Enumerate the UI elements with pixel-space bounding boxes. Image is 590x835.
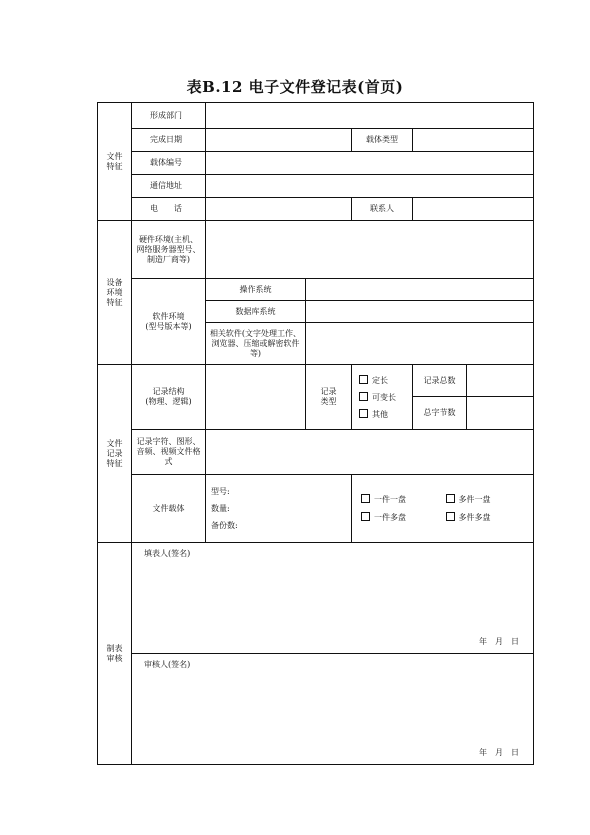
backup-label: 备份数: — [211, 520, 238, 530]
related-software-field[interactable] — [306, 323, 534, 365]
phone-label: 电 话 — [132, 198, 206, 221]
os-label: 操作系统 — [206, 279, 306, 301]
db-field[interactable] — [306, 301, 534, 323]
disk-options — [352, 475, 534, 543]
carrier-type-field[interactable] — [413, 129, 534, 152]
address-field[interactable] — [206, 175, 534, 198]
total-records-field[interactable] — [467, 365, 534, 397]
checkbox-icon[interactable] — [361, 494, 370, 503]
auditor-signature-area[interactable] — [132, 654, 534, 765]
carrier-no-label: 载体编号 — [132, 152, 206, 175]
char-format-label: 记录字符、图形、音频、视频文件格式 — [132, 430, 206, 475]
group-label-device-env: 设备 环境 特征 — [98, 221, 132, 365]
checkbox-icon[interactable] — [359, 392, 368, 401]
phone-field[interactable] — [206, 198, 352, 221]
option-many-files-many-disks[interactable]: 多件多盘 — [446, 512, 522, 523]
option-one-file-one-disk[interactable]: 一件一盘 — [361, 494, 437, 505]
dept-label: 形成部门 — [132, 103, 206, 129]
checkbox-icon[interactable] — [446, 512, 455, 521]
dept-field[interactable] — [206, 103, 534, 129]
file-carrier-label: 文件载体 — [132, 475, 206, 543]
auditor-date: 年 月 日 — [479, 748, 520, 757]
date-field[interactable] — [206, 129, 352, 152]
file-carrier-details — [206, 475, 352, 543]
group-label-file-record: 文件 记录 特征 — [98, 365, 132, 543]
char-format-field[interactable] — [206, 430, 534, 475]
quantity-label: 数量: — [211, 503, 230, 513]
contact-label: 联系人 — [352, 198, 413, 221]
filler-signature-area[interactable] — [132, 543, 534, 654]
hardware-label: 硬件环境(主机、网络服务器型号、制造厂商等) — [132, 221, 206, 279]
software-label: 软件环境 (型号版本等) — [132, 279, 206, 365]
record-type-variable[interactable]: 可变长 — [359, 392, 409, 403]
related-software-label: 相关软件(文字处理工作、浏览器、压缩或解密软件等) — [206, 323, 306, 365]
option-one-file-many-disks[interactable]: 一件多盘 — [361, 512, 437, 523]
total-bytes-field[interactable] — [467, 397, 534, 430]
group-label-file-features: 文件 特征 — [98, 103, 132, 221]
total-records-label: 记录总数 — [413, 365, 467, 397]
carrier-type-label: 载体类型 — [352, 129, 413, 152]
checkbox-icon[interactable] — [359, 375, 368, 384]
filler-date: 年 月 日 — [479, 637, 520, 646]
carrier-no-field[interactable] — [206, 152, 534, 175]
date-label: 完成日期 — [132, 129, 206, 152]
record-type-fixed[interactable]: 定长 — [359, 375, 409, 386]
total-bytes-label: 总字节数 — [413, 397, 467, 430]
filler-label: 填表人(签名) — [144, 549, 191, 558]
os-field[interactable] — [306, 279, 534, 301]
record-structure-label: 记录结构 (物理、逻辑) — [132, 365, 206, 430]
address-label: 通信地址 — [132, 175, 206, 198]
page-title: 表B.12 电子文件登记表(首页) — [186, 78, 404, 96]
registration-form-table — [97, 102, 534, 765]
auditor-label: 审核人(签名) — [144, 660, 191, 669]
record-type-options — [352, 365, 413, 430]
db-label: 数据库系统 — [206, 301, 306, 323]
group-label-review: 制表 审核 — [98, 543, 132, 765]
record-type-label: 记录 类型 — [306, 365, 352, 430]
hardware-field[interactable] — [206, 221, 534, 279]
record-structure-field[interactable] — [206, 365, 306, 430]
model-label: 型号: — [211, 486, 230, 496]
checkbox-icon[interactable] — [359, 409, 368, 418]
contact-field[interactable] — [413, 198, 534, 221]
checkbox-icon[interactable] — [361, 512, 370, 521]
option-many-files-one-disk[interactable]: 多件一盘 — [446, 494, 522, 505]
checkbox-icon[interactable] — [446, 494, 455, 503]
record-type-other[interactable]: 其他 — [359, 409, 409, 420]
